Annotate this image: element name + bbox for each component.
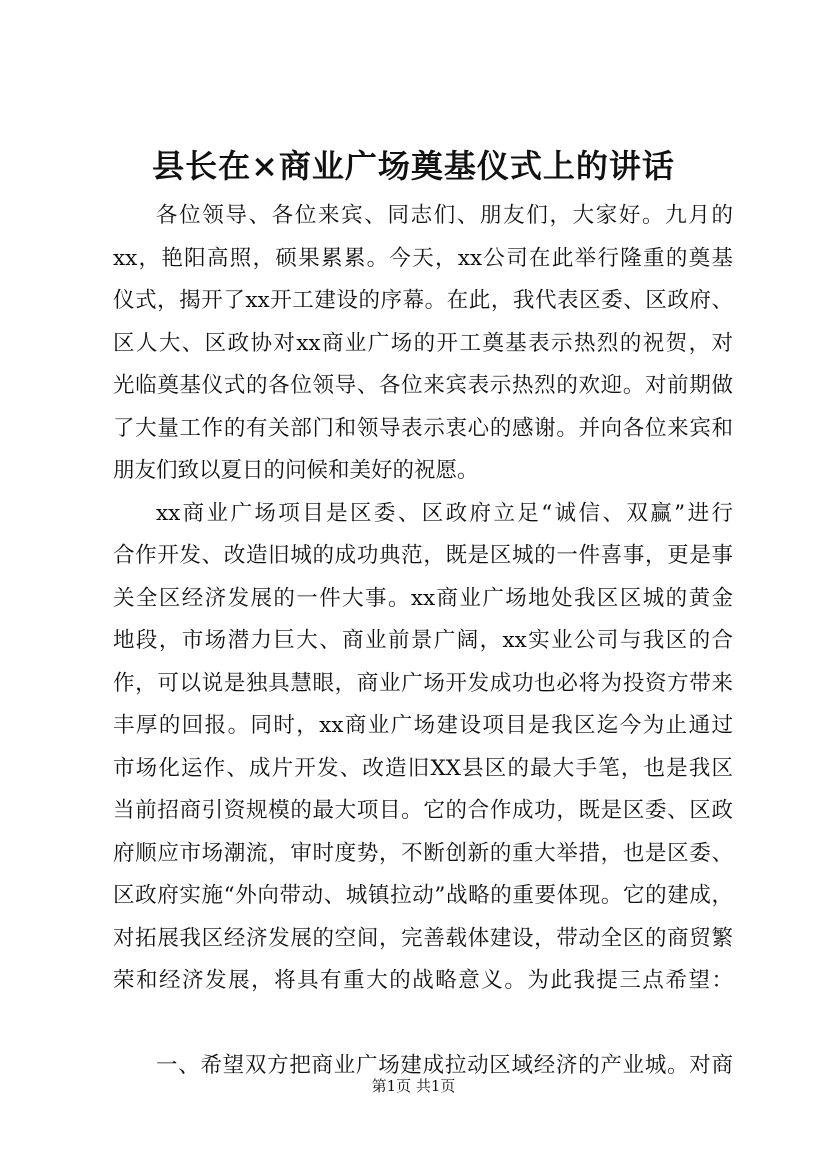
text-line: 府顺应市场潮流，审时度势，不断创新的重大举措，也是区委、 bbox=[113, 840, 733, 866]
text-line: 光临奠基仪式的各位领导、各位来宾表示热烈的欢迎。对前期做 bbox=[113, 373, 733, 398]
text-line: 作，可以说是独具慧眼，商业广场开发成功也必将为投资方带来 bbox=[113, 670, 733, 696]
text-line: 关全区经济发展的一件大事。xx商业广场地处我区区城的黄金 bbox=[113, 585, 733, 611]
text-line: 朋友们致以夏日的问候和美好的祝愿。 bbox=[113, 458, 479, 483]
paragraph-2 bbox=[113, 493, 733, 1046]
text-line: 区人大、区政协对xx商业广场的开工奠基表示热烈的祝贺，对 bbox=[113, 330, 733, 356]
text-line: xx商业广场项目是区委、区政府立足“诚信、双赢”进行 bbox=[156, 500, 733, 526]
text-line: 当前招商引资规模的最大项目。它的合作成功，既是区委、区政 bbox=[113, 798, 733, 823]
text-line: 荣和经济发展，将具有重大的战略意义。为此我提三点希望： bbox=[113, 968, 733, 993]
text-line: 市场化运作、成片开发、改造旧XX县区的最大手笔，也是我区 bbox=[113, 755, 733, 781]
text-line: 地段，市场潜力巨大、商业前景广阔，xx实业公司与我区的合 bbox=[113, 628, 733, 653]
text-line: 了大量工作的有关部门和领导表示衷心的感谢。并向各位来宾和 bbox=[113, 415, 733, 441]
text-line: xx，艳阳高照，硕果累累。今天，xx公司在此举行隆重的奠基 bbox=[113, 245, 733, 271]
text-line: 合作开发、改造旧城的成功典范，既是区城的一件喜事，更是事 bbox=[113, 543, 733, 568]
document-body bbox=[113, 195, 733, 1088]
text-line: 一、希望双方把商业广场建成拉动区域经济的产业城。对商 bbox=[156, 1053, 733, 1078]
text-line: 对拓展我区经济发展的空间，完善载体建设，带动全区的商贸繁 bbox=[113, 925, 733, 951]
text-line: 区政府实施“外向带动、城镇拉动”战略的重要体现。它的建成， bbox=[113, 883, 733, 908]
text-line bbox=[113, 1003, 733, 1046]
text-line: 仪式，揭开了xx开工建设的序幕。在此，我代表区委、区政府、 bbox=[113, 288, 733, 313]
page-number-footer: 第1页 共1页 bbox=[371, 1077, 456, 1095]
document-title: 县长在×商业广场奠基仪式上的讲话 bbox=[152, 147, 675, 185]
text-line: 丰厚的回报。同时，xx商业广场建设项目是我区迄今为止通过 bbox=[113, 713, 733, 738]
text-line: 各位领导、各位来宾、同志们、朋友们，大家好。九月的 bbox=[156, 203, 733, 228]
paragraph-1 bbox=[113, 195, 733, 493]
